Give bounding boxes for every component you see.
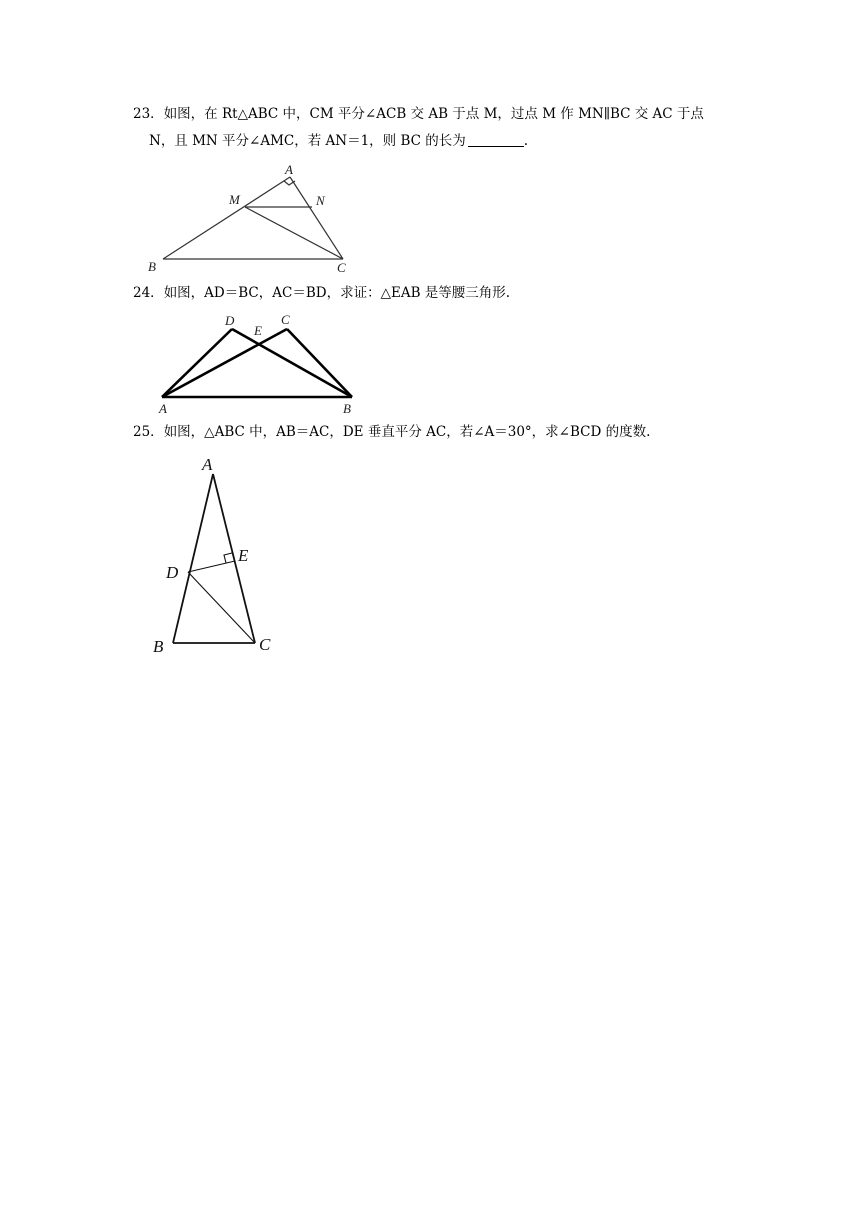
problem-24: [133, 280, 510, 307]
segment-ac: [213, 474, 255, 643]
label-a: A: [202, 455, 213, 474]
problem-number: 23．: [133, 106, 164, 122]
label-n: N: [316, 193, 325, 208]
label-a: A: [159, 401, 167, 416]
segment-ac: [162, 329, 287, 397]
figure-24: [150, 308, 370, 418]
label-b: B: [153, 637, 164, 656]
segment-de: [188, 561, 235, 572]
label-e: E: [254, 323, 262, 338]
label-c: C: [337, 260, 346, 275]
label-c: C: [259, 635, 271, 654]
label-b: B: [148, 259, 156, 274]
figure-25: [145, 450, 285, 660]
problem-24-text: 如图，AD＝BC，AC＝BD，求证：△EAB 是等腰三角形.: [163, 285, 511, 301]
problem-number: 25．: [133, 424, 164, 440]
segment-bd: [232, 329, 352, 397]
problem-23-period: .: [523, 133, 529, 149]
problem-25: [133, 419, 650, 446]
segment-ad: [162, 329, 232, 397]
segment-mc: [245, 207, 343, 259]
problem-23-text-line2: N，且 MN 平分∠AMC，若 AN＝1，则 BC 的长为: [149, 133, 466, 149]
answer-blank[interactable]: [468, 132, 524, 147]
label-a: A: [285, 162, 293, 177]
label-m: M: [229, 192, 240, 207]
segment-bc: [287, 329, 352, 397]
label-d: D: [166, 563, 179, 582]
segment-ab: [163, 177, 290, 259]
problem-25-text: 如图，△ABC 中，AB＝AC，DE 垂直平分 AC，若∠A＝30°，求∠BCD 的度数.: [163, 424, 651, 440]
problem-number: 24．: [133, 285, 164, 301]
label-c: C: [281, 312, 290, 327]
segment-dc: [188, 572, 255, 643]
problem-23: [133, 101, 704, 155]
figure-23: [140, 160, 370, 280]
segment-ab: [173, 474, 213, 643]
problem-23-line1: [133, 101, 704, 128]
problem-23-line2: [133, 128, 704, 155]
segment-ac: [290, 177, 343, 259]
label-b: B: [343, 401, 351, 416]
label-e: E: [238, 546, 249, 565]
label-d: D: [225, 313, 235, 328]
problem-23-text-line1: 如图，在 Rt△ABC 中，CM 平分∠ACB 交 AB 于点 M，过点 M 作 MN∥BC 交 AC 于点: [163, 106, 704, 122]
